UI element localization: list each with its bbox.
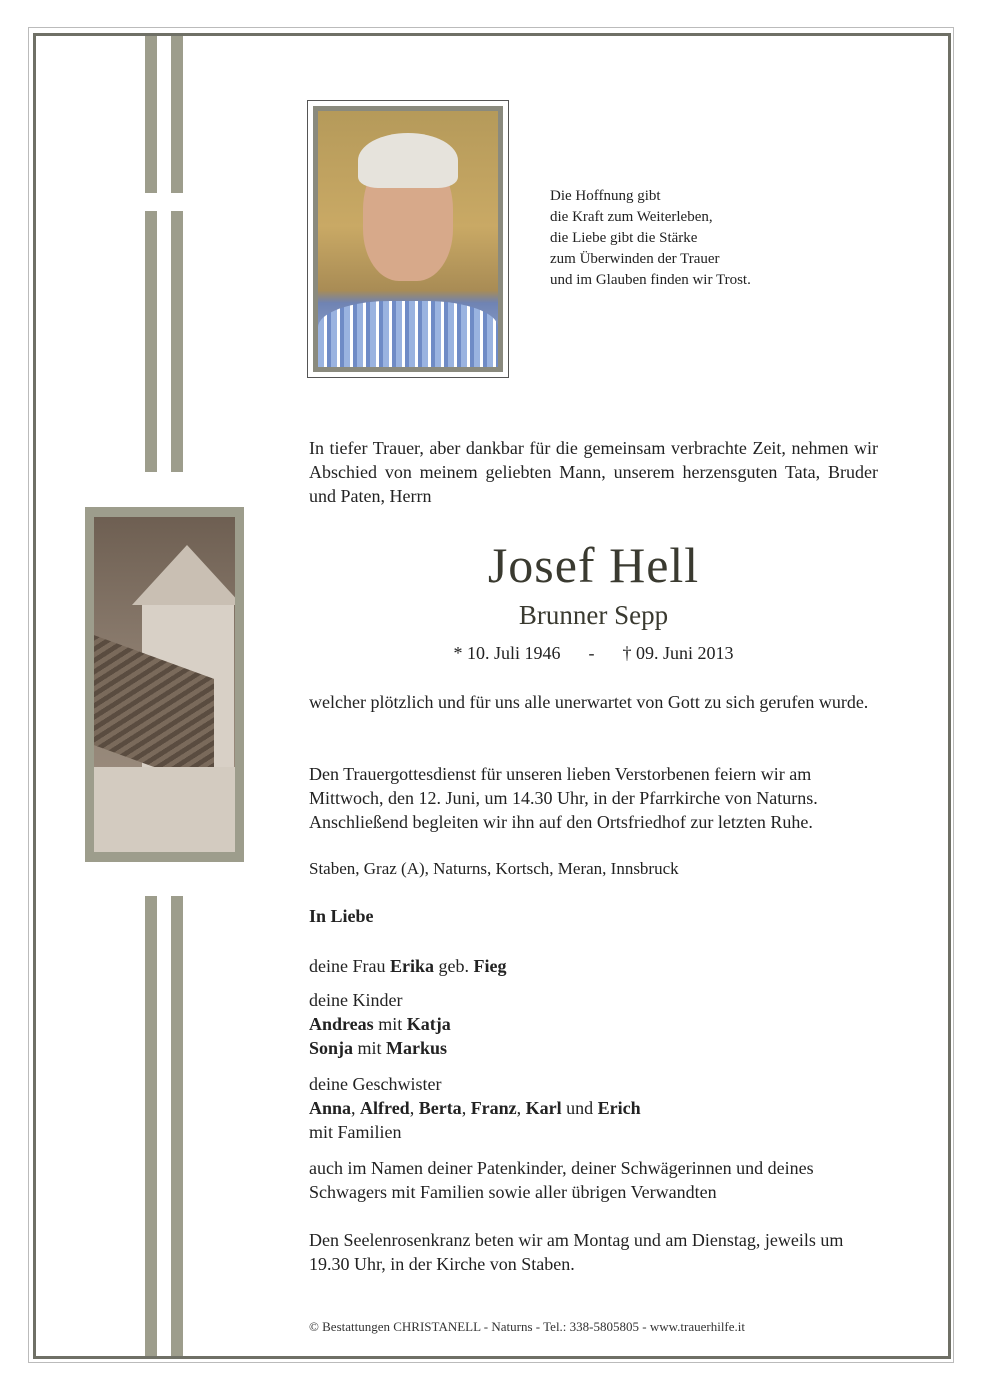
sibling-name: Karl	[525, 1098, 562, 1118]
siblings-names	[309, 1096, 878, 1120]
partner-name: Markus	[386, 1038, 448, 1058]
in-liebe: In Liebe	[309, 906, 374, 926]
child-name: Sonja	[309, 1038, 354, 1058]
nickname: Brunner Sepp	[518, 600, 669, 630]
service-text: Den Trauergottesdienst für unseren lieben Verstorbenen feiern wir am Mittwoch, den 12. Juni, um 14.30 Uhr, in der Pfarrkirche von Naturns. Anschließend begleiten wir ihn auf den Ortsfriedhof zur letzten Ruhe.	[309, 764, 818, 832]
text: geb.	[434, 956, 474, 976]
places: Staben, Graz (A), Naturns, Kortsch, Meran, Innsbruck	[309, 859, 679, 878]
relatives-text: auch im Namen deiner Patenkinder, deiner Schwägerinnen und deines Schwagers mit Familien sowie aller übrigen Verwandten	[309, 1158, 814, 1202]
footer: © Bestattungen CHRISTANELL - Naturns - Tel.: 338-5805805 - www.trauerhilfe.it	[309, 1319, 746, 1334]
text: deine Frau	[309, 956, 390, 976]
text: ,	[461, 1098, 471, 1118]
siblings	[309, 1072, 878, 1144]
sibling-name: Berta	[418, 1098, 462, 1118]
deceased-name: Josef Hell	[487, 537, 700, 593]
portrait-photo	[307, 100, 509, 378]
life-dates	[309, 643, 878, 664]
decor-bar	[171, 211, 183, 472]
church-image	[85, 507, 244, 862]
decor-bar	[145, 36, 157, 193]
sibling-name: Anna	[309, 1098, 352, 1118]
text: ,	[351, 1098, 361, 1118]
passing-text: welcher plötzlich und für uns alle unerwartet von Gott zu sich gerufen wurde.	[309, 692, 869, 712]
maiden-name: Fieg	[473, 956, 507, 976]
decor-bar	[171, 896, 183, 1356]
child-name: Andreas	[309, 1014, 374, 1034]
quote-line: zum Überwinden der Trauer	[550, 251, 720, 267]
decor-bar	[145, 896, 157, 1356]
wife-line	[309, 954, 878, 978]
families-text: mit Familien	[309, 1122, 402, 1142]
rosary-text: Den Seelenrosenkranz beten wir am Montag und am Dienstag, jeweils um 19.30 Uhr, in der Kirche von Staben.	[309, 1230, 844, 1274]
sibling-name: Alfred	[360, 1098, 410, 1118]
child-row	[309, 1012, 878, 1036]
siblings-label: deine Geschwister	[309, 1074, 442, 1094]
wife-name: Erika	[389, 956, 434, 976]
quote-line: Die Hoffnung gibt	[550, 188, 661, 204]
partner-name: Katja	[406, 1014, 451, 1034]
intro-text: In tiefer Trauer, aber dankbar für die gemeinsam verbrachte Zeit, nehmen wir Abschied von meinem geliebten Mann, unserem herzensguten Tata, Bruder und Paten, Herrn	[309, 438, 878, 506]
sibling-name: Franz	[470, 1098, 517, 1118]
text: mit	[353, 1038, 387, 1058]
quote-line: die Kraft zum Weiterleben,	[550, 209, 713, 225]
quote-line: und im Glauben finden wir Trost.	[550, 272, 751, 288]
death-date: † 09. Juni 2013	[622, 643, 734, 663]
text: mit	[373, 1014, 407, 1034]
text: ,	[516, 1098, 526, 1118]
quote	[550, 186, 751, 291]
text: und	[561, 1098, 598, 1118]
children	[309, 988, 878, 1060]
quote-line: die Liebe gibt die Stärke	[550, 230, 698, 246]
decor-bar	[145, 211, 157, 472]
decor-bar	[171, 36, 183, 193]
date-separator: -	[588, 643, 595, 663]
child-row	[309, 1036, 878, 1060]
birth-date: * 10. Juli 1946	[453, 643, 561, 663]
sibling-name: Erich	[597, 1098, 641, 1118]
children-label: deine Kinder	[309, 990, 403, 1010]
text: ,	[409, 1098, 419, 1118]
